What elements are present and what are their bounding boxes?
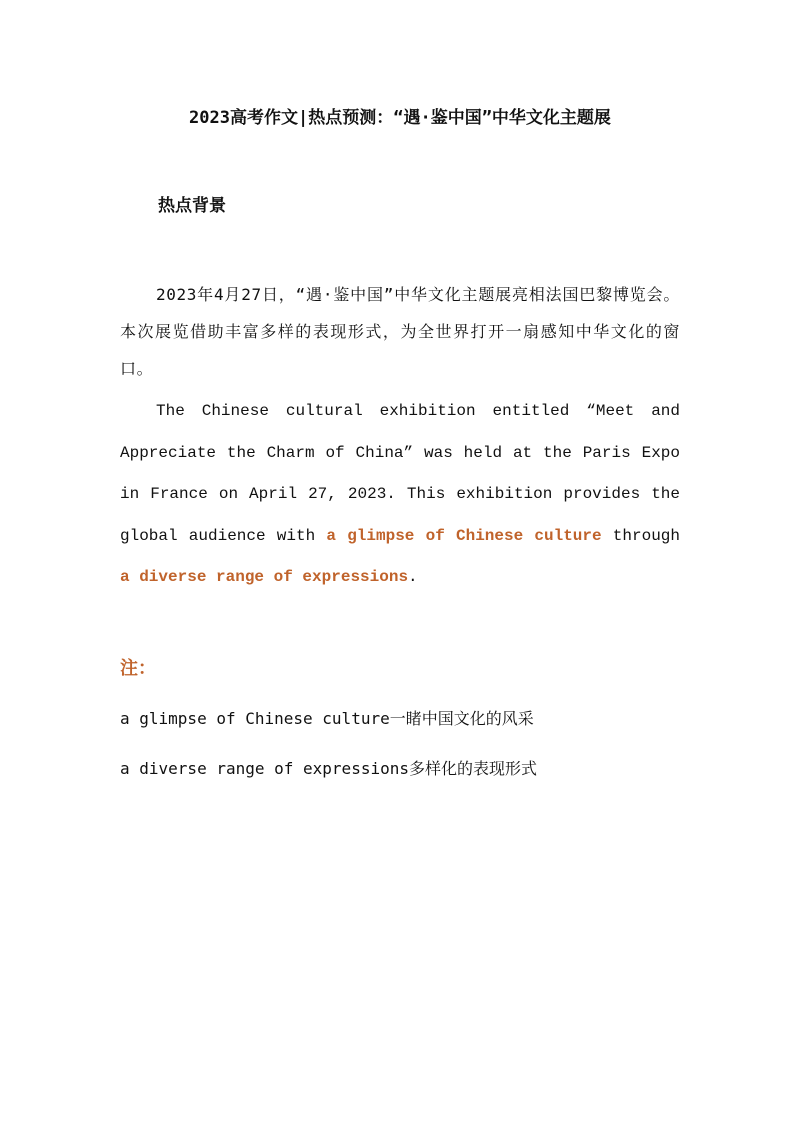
paragraph-chinese: 2023年4月27日，“遇·鉴中国”中华文化主题展亮相法国巴黎博览会。本次展览借助丰富多样的表现形式，为全世界打开一扇感知中华文化的窗口。 xyxy=(120,285,680,378)
highlight-phrase-1: a glimpse of Chinese culture xyxy=(326,526,602,545)
paragraph-english xyxy=(120,391,680,599)
note-item xyxy=(120,749,680,789)
note-item-english: a glimpse of Chinese culture xyxy=(120,708,390,728)
note-item xyxy=(120,699,680,739)
document-content xyxy=(120,100,680,789)
note-item-english: a diverse range of expressions xyxy=(120,758,409,778)
note-item-chinese: 一睹中国文化的风采 xyxy=(389,708,534,728)
document-title: 2023高考作文|热点预测：“遇·鉴中国”中华文化主题展 xyxy=(189,108,611,128)
section-heading: 热点背景 xyxy=(158,196,226,216)
highlight-phrase-2: a diverse range of expressions xyxy=(120,568,409,586)
paragraph-english-text-2: through xyxy=(601,526,681,545)
note-item-chinese: 多样化的表现形式 xyxy=(408,758,537,778)
paragraph-english-text-3: . xyxy=(408,568,418,586)
paragraph-english-text-1: The Chinese cultural exhibition entitled “Meet and Appreciate the Charm of China” was held at the Paris Expo in France on April 27, 2023. This exhibition provides the global audience with xyxy=(120,402,680,545)
note-label: 注： xyxy=(120,657,156,679)
